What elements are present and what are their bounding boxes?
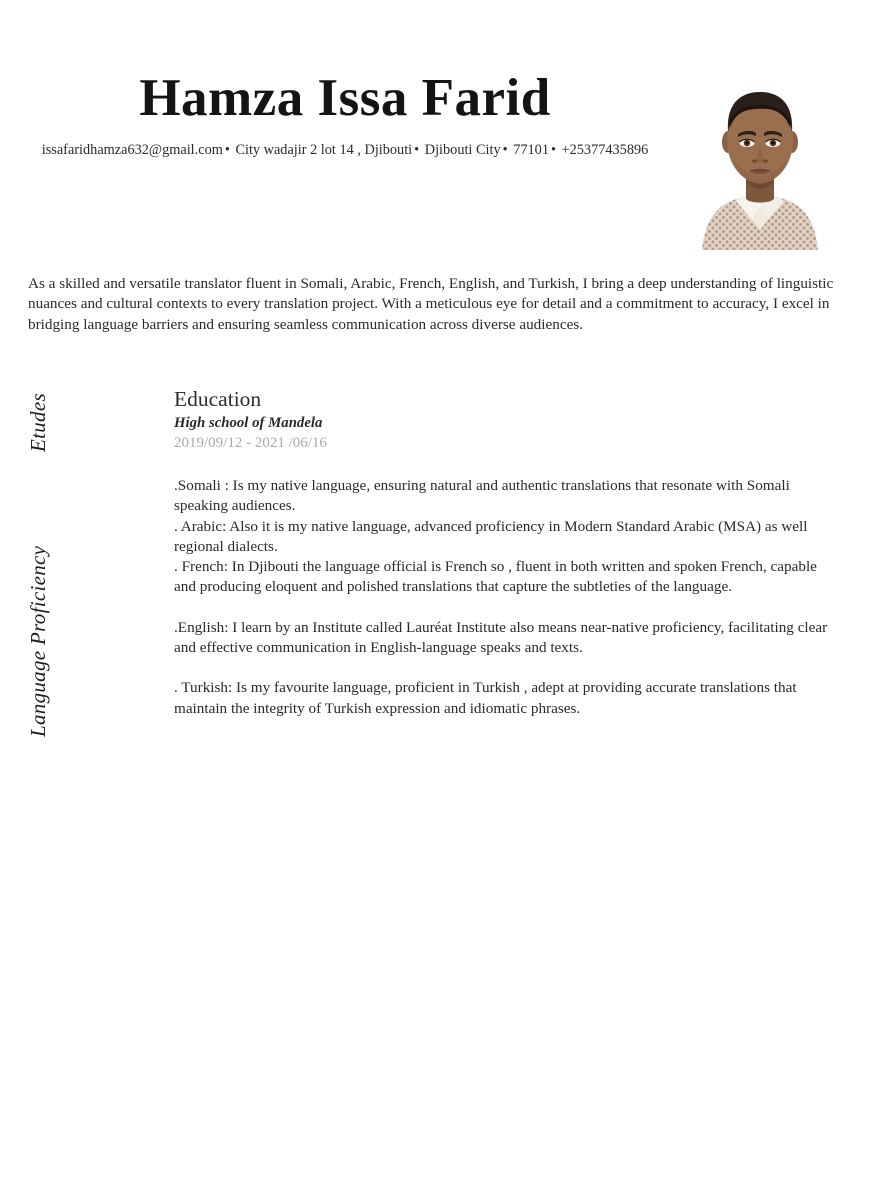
contact-postal-code: 77101	[513, 142, 549, 158]
education-dates: 2019/09/12 - 2021 /06/16	[174, 435, 327, 451]
education-school-name: High school of Mandela	[174, 415, 323, 431]
section-label-language-proficiency: Language Proficiency	[26, 545, 50, 737]
language-entry: . Arabic: Also it is my native language, advanced proficiency in Modern Standard Arabic (MSA) as well regional dialects.	[174, 517, 808, 555]
portrait-photo-icon	[690, 58, 830, 250]
language-entry: .English: I learn by an Institute called Lauréat Institute also means near-native proficiency, facilitating clear and effective communication in English-language speaks and texts.	[174, 618, 828, 657]
language-entry: .Somali : Is my native language, ensuring natural and authentic translations that resonate with Somali speaking audiences.	[174, 477, 790, 515]
contact-separator-3: •	[502, 142, 508, 158]
contact-separator-2: •	[414, 142, 420, 158]
contact-city: Djibouti City	[424, 142, 501, 158]
language-entry: . French: In Djibouti the language official is French so , fluent in both written and spoken French, capable and producing eloquent and polished translations that capture the subtleties of the language.	[174, 558, 817, 596]
section-label-etudes: Etudes	[26, 393, 50, 452]
contact-separator-4: •	[550, 142, 556, 158]
avatar	[690, 58, 830, 250]
page-title: Hamza Issa Farid	[139, 69, 551, 127]
contact-separator-1: •	[224, 142, 230, 158]
summary-paragraph: As a skilled and versatile translator fluent in Somali, Arabic, French, English, and Turkish, I bring a deep understanding of linguistic nuances and cultural contexts to every translation project. With a meticulous eye for detail and a commitment to accuracy, I excel in bridging language barriers and ensuring seamless communication across diverse audiences.	[28, 275, 834, 333]
education-section	[174, 386, 834, 453]
education-heading: Education	[174, 387, 262, 411]
contact-phone: +25377435896	[561, 142, 649, 158]
contact-email: issafaridhamza632@gmail.com	[41, 142, 223, 158]
contact-address: City wadajir 2 lot 14 , Djibouti	[235, 142, 413, 158]
contact-line	[0, 140, 690, 160]
language-entry: . Turkish: Is my favourite language, proficient in Turkish , adept at providing accurate translations that maintain the integrity of Turkish expression and idiomatic phrases.	[174, 679, 797, 717]
language-proficiency-section	[174, 476, 839, 719]
